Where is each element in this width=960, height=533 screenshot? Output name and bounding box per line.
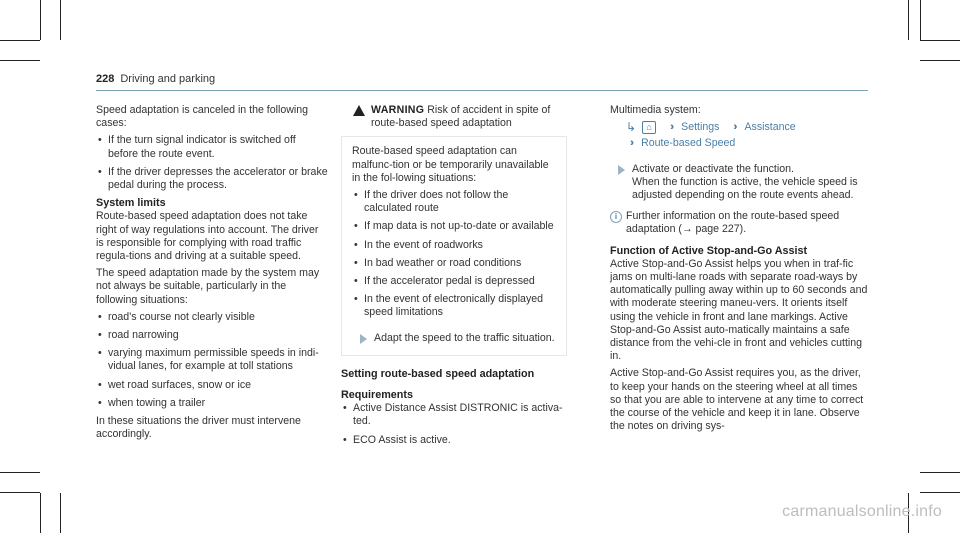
list-item: • road's course not clearly visible bbox=[96, 311, 328, 324]
crop-mark bbox=[920, 472, 960, 473]
list-item: • when towing a trailer bbox=[96, 397, 328, 410]
crop-mark bbox=[60, 0, 61, 40]
closing-text: In these situations the driver must intervene accordingly. bbox=[96, 415, 301, 441]
warning-body: Route-based speed adaptation can malfunc-tion or be temporarily unavailable in the fol-lowing situations: bbox=[352, 145, 549, 184]
system-limits-text: Route-based speed adaptation does not take right of way regulations into account. The driver is responsible for complying with road traffic regula-tions and driving at a suitable speed. bbox=[96, 210, 319, 263]
multimedia-label: Multimedia system: bbox=[610, 104, 701, 116]
crop-mark bbox=[0, 60, 40, 61]
system-limits-text-2: The speed adaptation made by the system may not always be suitable, particularly in the following situations: bbox=[96, 267, 320, 306]
path-assistance: Assistance bbox=[744, 121, 796, 134]
warning-header bbox=[341, 104, 567, 136]
info-text: Further information on the route-based speed adaptation (→ page 227). bbox=[626, 210, 840, 236]
section-title: Driving and parking bbox=[120, 73, 216, 85]
list-item: • wet road surfaces, snow or ice bbox=[96, 379, 328, 392]
crop-mark bbox=[908, 0, 909, 40]
path-route-based-speed: Route-based Speed bbox=[641, 137, 736, 150]
crop-mark bbox=[60, 493, 61, 533]
crop-mark bbox=[0, 472, 40, 473]
crop-mark bbox=[40, 493, 41, 533]
list-item: • In the event of electronically displayed speed limitations bbox=[352, 293, 556, 319]
column-3 bbox=[610, 104, 868, 437]
page-number: 228 bbox=[96, 73, 115, 85]
list-item: • If the driver depresses the accelerator or brake pedal during the process. bbox=[96, 166, 328, 192]
function-text: Active Stop-and-Go Assist helps you when in traf-fic jams on multi-lane roads with separate road-ways by automatically pulling away within up to 60 seconds and with moderate steering maneu-vers. It orients itself using the vehicle in front and lane markings. Active Stop-and-Go Assist auto-matically maintains a safe distance from the vehi-cle in front and vehicles cutting in. bbox=[610, 257, 868, 363]
column-2 bbox=[341, 104, 567, 452]
situations-list bbox=[96, 311, 328, 410]
function-heading: Function of Active Stop-and-Go Assist bbox=[610, 244, 808, 257]
warning-box bbox=[341, 136, 567, 355]
warning-list bbox=[352, 189, 556, 320]
info-note bbox=[610, 210, 868, 236]
warning-label: WARNING bbox=[371, 104, 425, 116]
requirements-list bbox=[341, 402, 567, 447]
crop-mark bbox=[920, 60, 960, 61]
info-icon: i bbox=[610, 211, 622, 223]
action-step bbox=[610, 163, 868, 203]
crop-mark bbox=[920, 40, 960, 41]
page-header bbox=[96, 73, 215, 85]
warning-action-text: Adapt the speed to the traffic situation. bbox=[374, 331, 555, 344]
function-text-2: Active Stop-and-Go Assist requires you, as the driver, to keep your hands on the steering wheel at all times so that you are able to intervene at any time to correct the course of the vehicle and keep it in lane. Observe the notes on driving sys- bbox=[610, 367, 864, 433]
list-item: • ECO Assist is active. bbox=[341, 434, 567, 447]
warning-title: Risk of accident in spite of route-based speed adaptation bbox=[371, 104, 551, 130]
crop-mark bbox=[920, 0, 921, 40]
warning-icon bbox=[353, 105, 365, 116]
column-1 bbox=[96, 104, 328, 445]
requirements-heading: Requirements bbox=[341, 389, 413, 402]
crop-mark bbox=[0, 40, 40, 41]
chevron-icon: ›› bbox=[630, 137, 632, 150]
crop-mark bbox=[0, 492, 40, 493]
cancel-list bbox=[96, 134, 328, 192]
watermark: carmanualsonline.info bbox=[782, 503, 942, 520]
chevron-icon: ›› bbox=[670, 121, 672, 134]
home-icon: ⌂ bbox=[642, 121, 656, 134]
setting-heading: Setting route-based speed adaptation bbox=[341, 367, 535, 380]
action-arrow-icon bbox=[618, 165, 625, 175]
action-result: When the function is active, the vehicle speed is adjusted depending on the route events ahead. bbox=[632, 175, 858, 202]
list-item: • road narrowing bbox=[96, 329, 328, 342]
list-item: • If the accelerator pedal is depressed bbox=[352, 275, 556, 288]
action-arrow-icon bbox=[360, 334, 367, 344]
list-item: • varying maximum permissible speeds in indi-vidual lanes, for example at toll stations bbox=[96, 347, 328, 373]
warning-action bbox=[352, 332, 556, 345]
header-rule bbox=[96, 90, 868, 91]
system-limits-heading: System limits bbox=[96, 197, 166, 210]
crop-mark bbox=[40, 0, 41, 40]
list-item: • If map data is not up-to-date or available bbox=[352, 220, 556, 233]
menu-path bbox=[610, 121, 868, 150]
crop-mark bbox=[920, 492, 960, 493]
chevron-icon: ›› bbox=[733, 121, 735, 134]
list-item: • If the driver does not follow the calculated route bbox=[352, 189, 556, 215]
list-item: • In the event of roadworks bbox=[352, 239, 556, 252]
list-item: • Active Distance Assist DISTRONIC is activa-ted. bbox=[341, 402, 567, 428]
cancel-intro: Speed adaptation is canceled in the following cases: bbox=[96, 104, 309, 130]
list-item: • If the turn signal indicator is switched off before the route event. bbox=[96, 134, 328, 160]
action-text: Activate or deactivate the function. bbox=[632, 162, 794, 175]
warning-title-wrap bbox=[371, 104, 567, 130]
list-item: • In bad weather or road conditions bbox=[352, 257, 556, 270]
path-settings: Settings bbox=[681, 121, 720, 134]
path-start-icon: ↳ bbox=[626, 120, 637, 135]
